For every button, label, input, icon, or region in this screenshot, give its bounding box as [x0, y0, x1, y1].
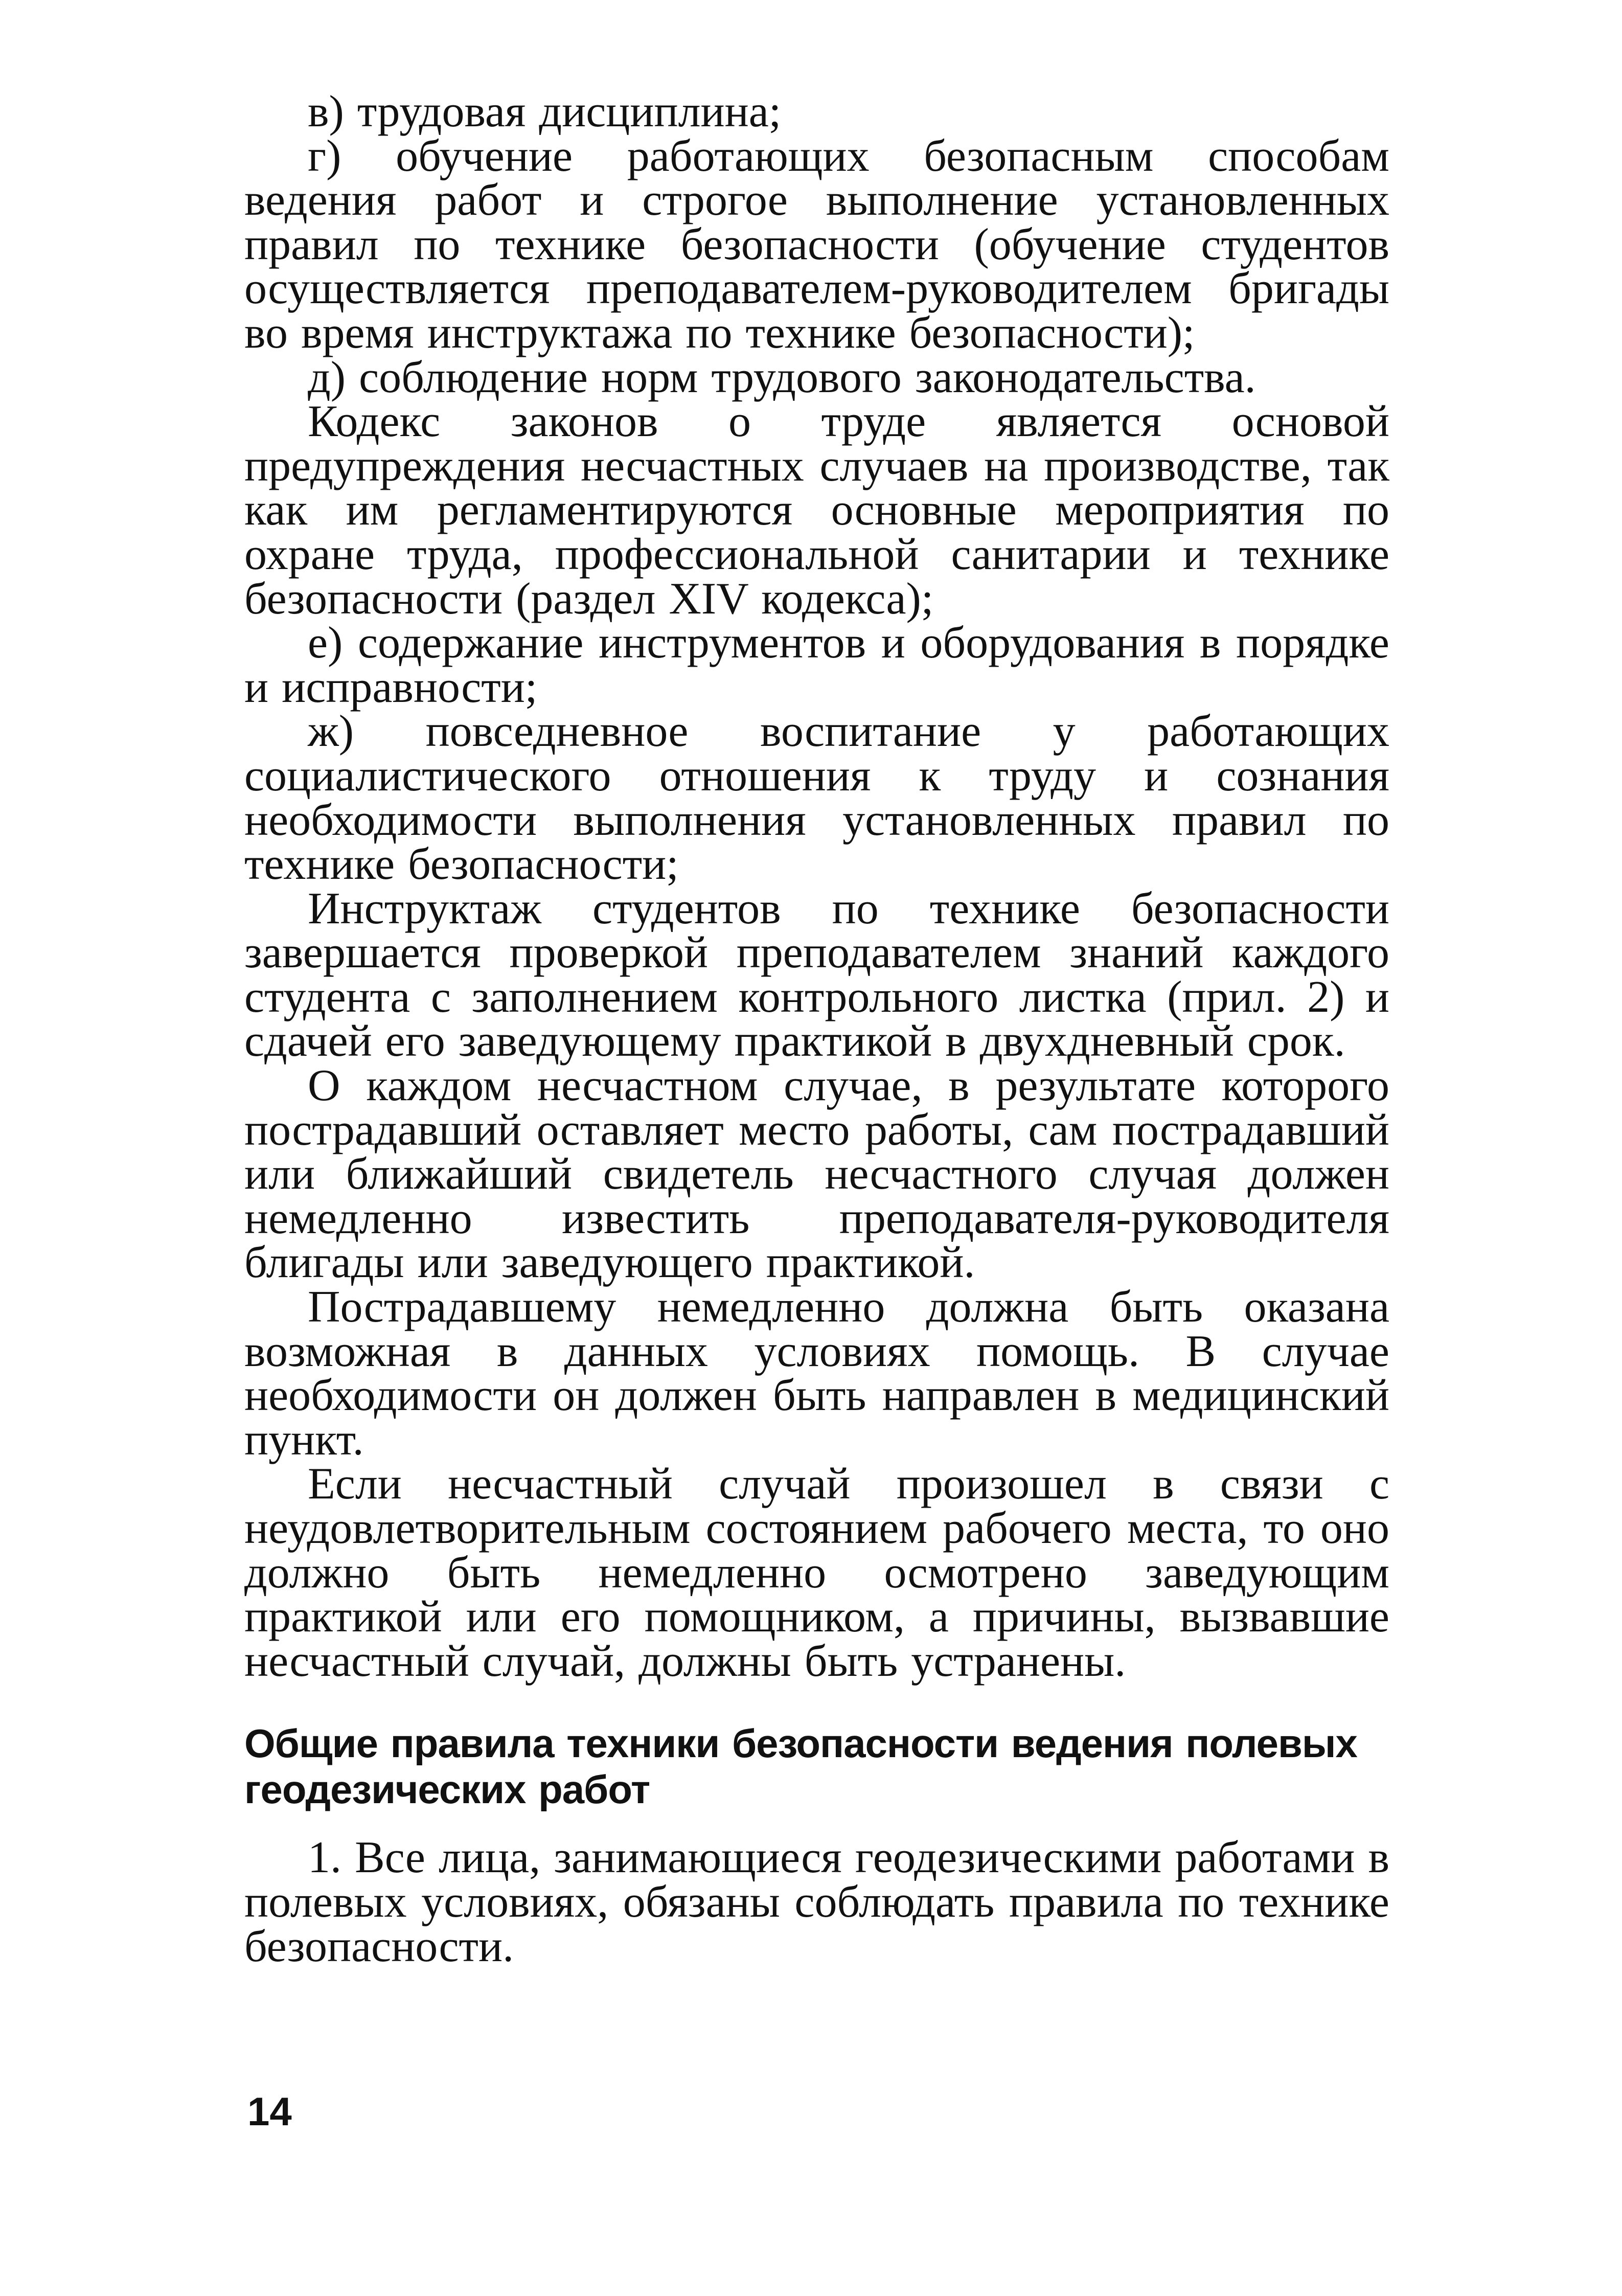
- list-item-v: в) трудовая дисциплина;: [308, 87, 782, 137]
- section-heading: Общие правила техники безопасности ведения полевых геодезических работ: [244, 1721, 1357, 1812]
- page-number: 14: [247, 2089, 292, 2134]
- list-item-g: г) обучение работающих безопасным способам ведения работ и строгое выполнение установленных правил по технике безопасности (обучение студентов осуществляется преподавателем-руководителем бригады во время инструктажа по технике безопасности);: [244, 131, 1389, 358]
- rule-item-1: 1. Все лица, занимающиеся геодезическими работами в полевых условиях, обязаны соблюдать правила по технике безопасности.: [244, 1833, 1389, 1971]
- instruction-paragraph: Инструктаж студентов по технике безопасности завершается проверкой преподавателем знаний каждого студента с заполнением контрольного листка (прил. 2) и сдачей его заведующему практикой в двухдневный срок.: [244, 883, 1389, 1066]
- list-item-d: д) соблюдение норм трудового законодательства.: [308, 352, 1256, 402]
- list-item-e: е) содержание инструментов и оборудования в порядке и исправности;: [244, 618, 1389, 712]
- accident-report-paragraph: О каждом несчастном случае, в результате которого пострадавший оставляет место работы, сам пострадавший или ближайший свидетель несчастного случая должен немедленно известить преподавателя-руководителя блигады или заведующего практикой.: [244, 1061, 1389, 1288]
- labor-code-paragraph: Кодекс законов о труде является основой предупреждения несчастных случаев на производстве, так как им регламентируются основные мероприятия по охране труда, профессиональной санитарии и технике безопасности (раздел XIV кодекса);: [244, 397, 1389, 624]
- first-aid-paragraph: Пострадавшему немедленно должна быть оказана возможная в данных условиях помощь. В случае необходимости он должен быть направлен в медицинский пункт.: [244, 1282, 1389, 1465]
- page-body: [244, 87, 1389, 1971]
- list-item-zh: ж) повседневное воспитание у работающих социалистического отношения к труду и сознания необходимости выполнения установленных правил по технике безопасности;: [244, 707, 1389, 890]
- workplace-inspection-paragraph: Если несчастный случай произошел в связи с неудовлетворительным состоянием рабочего места, то оно должно быть немедленно осмотрено заведующим практикой или его помощником, а причины, вызвавшие несчастный случай, должны быть устранены.: [244, 1459, 1389, 1686]
